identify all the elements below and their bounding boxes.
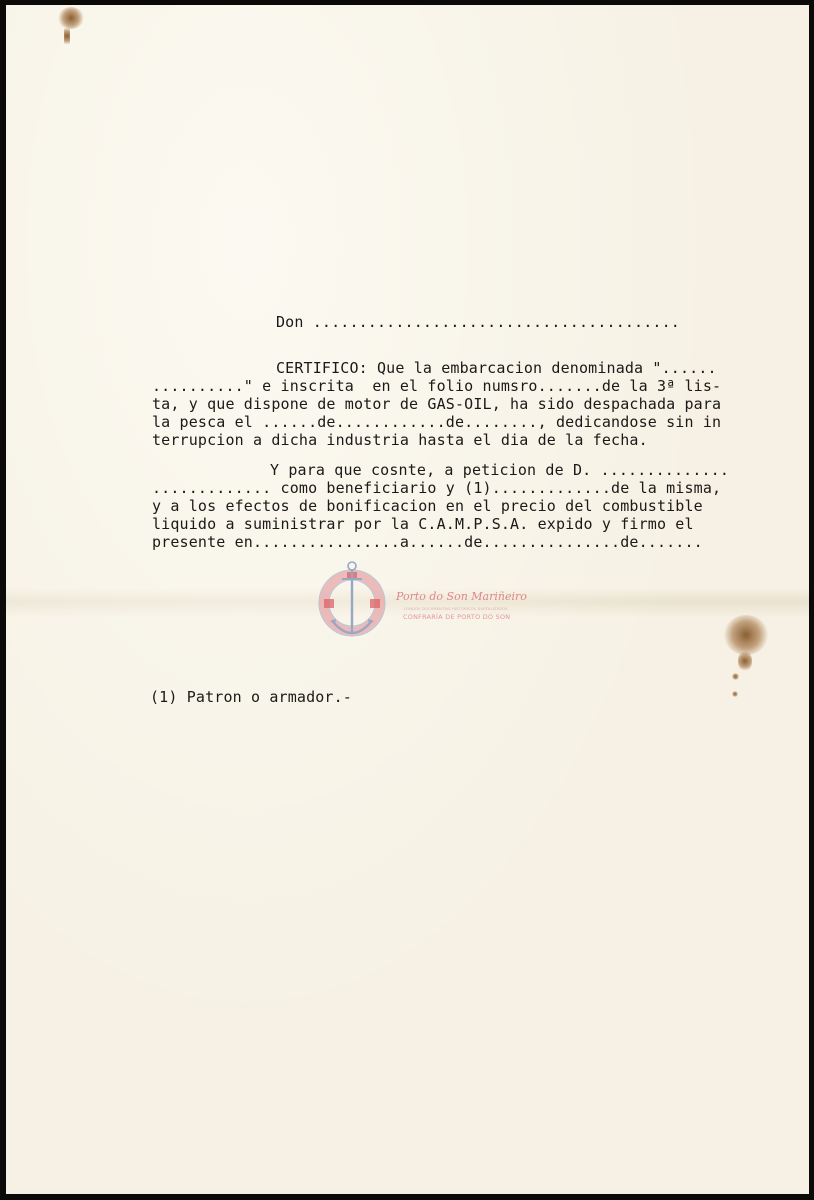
archive-watermark [312, 555, 527, 651]
watermark-organization: CONFRARÍA DE PORTO DO SON [403, 613, 511, 621]
stain-right-dot [732, 673, 739, 680]
stain-top-left-drip [64, 25, 70, 47]
footnote: (1) Patron o armador.- [150, 688, 352, 706]
stain-right-small [738, 650, 752, 672]
certificate-line-3: ta, y que dispone de motor de GAS-OIL, ha sido despachada para [152, 395, 722, 413]
request-line-1: Y para que cosnte, a peticion de D. .............. [270, 461, 730, 479]
lifebuoy-anchor-icon [312, 555, 392, 651]
watermark-title: Porto do Son Mariñeiro [396, 590, 527, 603]
certificate-line-4: la pesca el ......de............de........, dedicandose sin in [152, 413, 722, 431]
request-line-2: ............. como beneficiario y (1).............de la misma, [152, 479, 722, 497]
stain-top-left [58, 7, 84, 29]
certificate-line-2: .........." e inscrita en el folio numsro.......de la 3ª lis- [152, 377, 722, 395]
request-line-4: liquido a suministrar por la C.A.M.P.S.A. expido y firmo el [152, 515, 694, 533]
certificate-line-5: terrupcion a dicha industria hasta el dia de la fecha. [152, 431, 648, 449]
request-line-5: presente en................a......de...............de....... [152, 533, 703, 551]
request-line-3: y a los efectos de bonificacion en el precio del combustible [152, 497, 703, 515]
watermark-subtitle: FONDOS DOCUMENTAIS HISTÓRICOS DIXITALIZADOS [404, 607, 508, 611]
don-line: Don ........................................ [276, 313, 680, 331]
stain-right-large [724, 615, 768, 655]
certificate-line-1: CERTIFICO: Que la embarcacion denominada "...... [276, 359, 717, 377]
stain-right-dot-2 [732, 691, 738, 697]
document-page [6, 5, 809, 1194]
